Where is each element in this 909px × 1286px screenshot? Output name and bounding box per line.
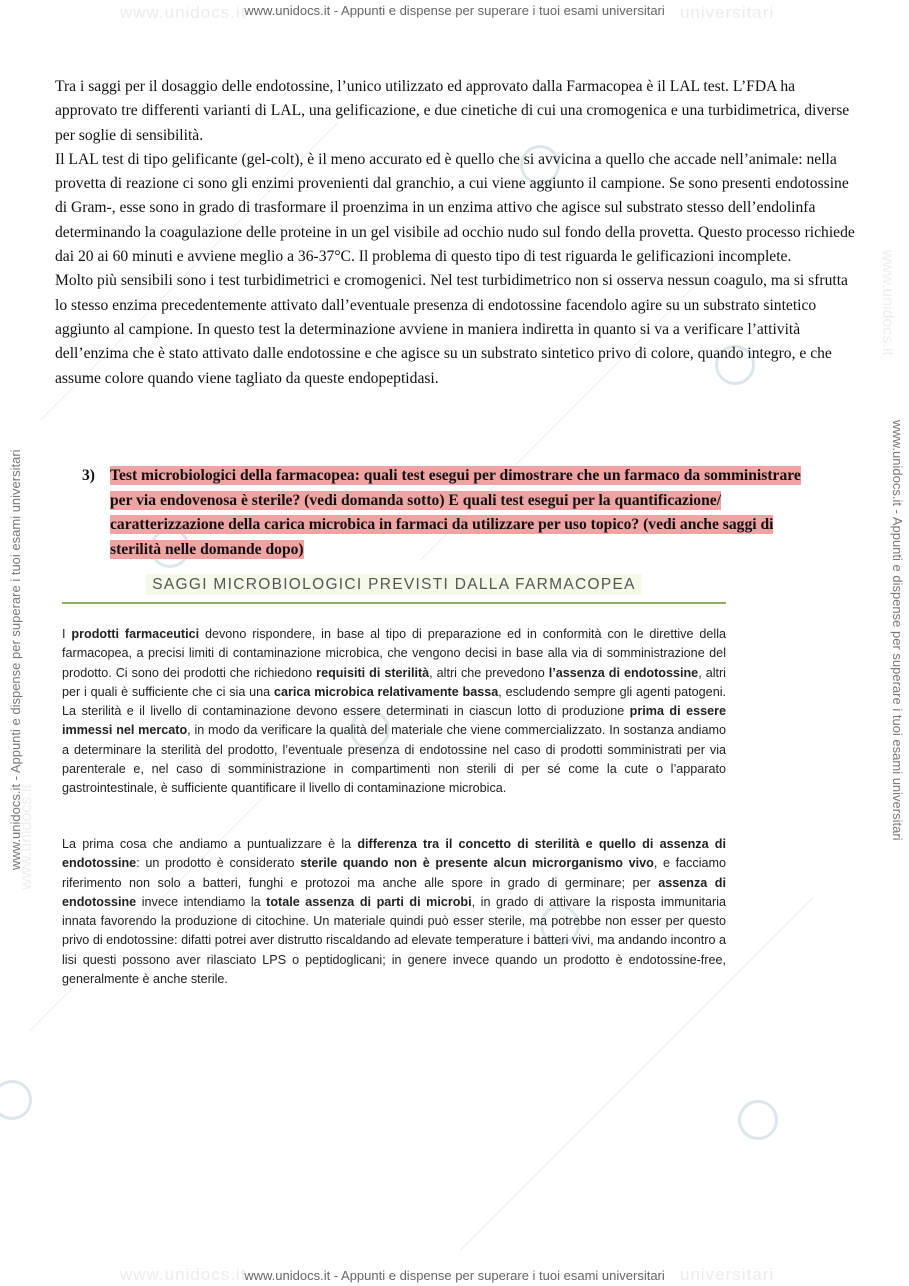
section-paragraph-1 <box>62 625 726 799</box>
bold-run: requisiti di sterilità <box>316 665 430 680</box>
watermark-side-ghost-right: www.unidocs.it <box>879 250 896 356</box>
section-divider <box>62 602 726 604</box>
unidocs-logo-icon <box>0 1080 32 1120</box>
text-run: : un prodotto è considerato <box>136 856 301 871</box>
text-run: , altri per i quali è sufficiente che ci sia una <box>62 665 726 699</box>
lal-text-block <box>55 75 855 391</box>
text-run: , in grado di attivare la risposta immunitaria innata favorendo la produzione di citochine. Un materiale quindi può esser sterile, ma potrebbe non esser per questo privo di endotossine: difatti potrei aver distrutto riscaldando ad elevate temperature i batteri vivi, ma andando incontro a lisi questi possono aver rilasciato LPS o peptidoglicani; in genere invece quando un prodotto è endotossine-free, generalmente è anche sterile. <box>62 894 726 987</box>
bold-run: sterile quando non è presente alcun microrganismo vivo <box>300 856 654 871</box>
text-run: , in modo da verificare la qualità del materiale che viene commercializzato. In sostanza andiamo a determinare la sterilità del prodotto, l’eventuale presenza di endotossine nel caso di prodotti somministrati per via parenterale e, nel caso di somministrazione in compartimenti non sterili di per sé come la cute o l’apparato gastrointestinale, è sufficiente quantificare il livello di contaminazione microbica. <box>62 723 726 796</box>
text-run: , e facciamo riferimento non solo a batteri, funghi e protozoi ma anche alle spore in grado di germinare; per <box>62 856 727 890</box>
text-run: La prima cosa che andiamo a puntualizzare è la <box>62 837 358 851</box>
text-run: invece intendiamo la <box>136 894 267 909</box>
bold-run: carica microbica relativamente bassa <box>273 684 499 699</box>
unidocs-logo-icon <box>738 1100 778 1140</box>
text-run: , escludendo sempre gli agenti patogeni. La sterilità e il livello di contaminazione devono essere determinati in ciascun lotto di produzione <box>62 684 726 719</box>
section-title <box>62 576 726 594</box>
text-run: I <box>62 627 72 641</box>
bold-run: assenza di endotossine <box>62 875 726 909</box>
watermark-ghost-right: universitari <box>680 1265 775 1284</box>
bold-run: differenza tra il concetto di sterilità e quello di assenza di endotossine <box>62 837 726 871</box>
section-paragraph-2 <box>62 835 726 989</box>
section-title-text: SAGGI MICROBIOLOGICI PREVISTI DALLA FARMACOPEA <box>146 574 642 595</box>
lal-turbidimetric-paragraph: Molto più sensibili sono i test turbidimetrici e cromogenici. Nel test turbidimetrico non si osserva nessun coagulo, ma si sfrutta lo stesso enzima precedentemente attivato dall’eventuale presenza di endotossine facendolo agire su un substrato sintetico aggiunto al campione. In questo test la determinazione avviene in maniera indiretta in quanto si va a verificare l’attività dell’enzima che è stato attivato dalle endotossine e che agisce su un substrato sintetico privo di colore, quando integro, e che assume colore quando viene tagliato da queste endopeptidasi. <box>55 272 848 387</box>
watermark-side-right: www.unidocs.it - Appunti e dispense per superare i tuoi esami universitari <box>890 420 905 841</box>
watermark-ghost-left: www.unidocs.it <box>120 3 247 22</box>
lal-intro-paragraph: Tra i saggi per il dosaggio delle endotossine, l’unico utilizzato ed approvato dalla Farmacopea è il LAL test. L’FDA ha approvato tre differenti varianti di LAL, una gelificazione, e due cinetiche di cui una cromogenica e una turbidimetrica, diverse per soglie di sensibilità. <box>55 78 850 144</box>
watermark-footer: www.unidocs.it - Appunti e dispense per superare i tuoi esami universitari <box>244 1268 665 1283</box>
watermark-ghost-left: www.unidocs.it <box>120 1265 247 1284</box>
bold-run: l’assenza di endotossine <box>548 665 699 680</box>
bold-run: totale assenza di parti di microbi <box>266 894 472 909</box>
watermark-side-left: www.unidocs.it - Appunti e dispense per superare i tuoi esami universitari <box>8 449 23 870</box>
bold-run: prodotti farmaceutici <box>71 627 200 641</box>
watermark-ghost-right: universitari <box>680 3 775 22</box>
watermark-header: www.unidocs.it - Appunti e dispense per superare i tuoi esami universitari <box>244 3 665 18</box>
watermark-side-ghost-left: www.unidocs.it <box>18 784 35 890</box>
bold-run: prima di essere immessi nel mercato <box>62 704 726 738</box>
question-text: Test microbiologici della farmacopea: quali test esegui per dimostrare che un farmaco da somministrare per via endovenosa è sterile? (vedi domanda sotto) E quali test esegui per la quantificazione/ caratterizzazione della carica microbica in farmaci da utilizzare per uso topico? (vedi anche saggi di sterilità nelle domande dopo) <box>110 467 801 558</box>
text-run: devono rispondere, in base al tipo di preparazione ed in conformità con le direttive della farmacopea, a precisi limiti di contaminazione microbica, che vengono decisi in base alla via di somministrazione del prodotto. Ci sono dei prodotti che richiedono <box>62 627 726 680</box>
question-number: 3) <box>82 467 95 484</box>
lal-gel-paragraph: Il LAL test di tipo gelificante (gel-colt), è il meno accurato ed è quello che si avvicina a quello che accade nell’animale: nella provetta di reazione ci sono gli enzimi provenienti dal granchio, a cui viene aggiunto il campione. Se sono presenti endotossine di Gram-, esse sono in grado di trasformare il proenzima in un enzima attivo che agisce sul substrato stesso dell’endolinfa determinando la coagulazione delle proteine in un gel visibile ad occhio nudo sul fondo della provetta. Questo processo richiede dai 20 ai 60 minuti e avviene meglio a 36-37°C. Il problema di questo tipo di test riguarda le gelificazioni incomplete. <box>55 150 855 266</box>
text-run: , altri che prevedono <box>429 665 549 680</box>
